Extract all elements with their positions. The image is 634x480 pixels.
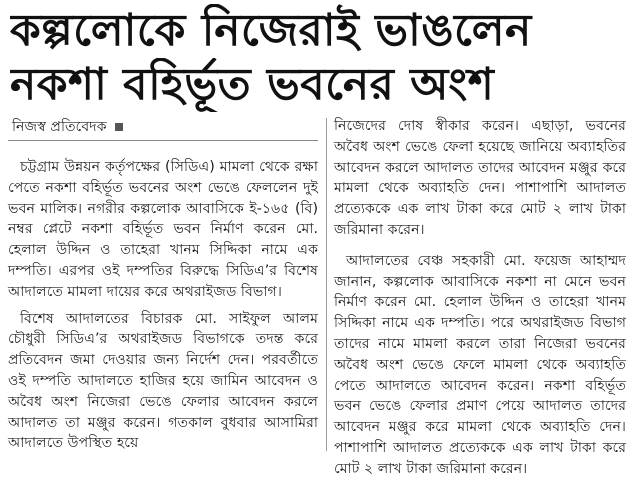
column-divider [326, 118, 327, 451]
byline-rule [8, 140, 318, 141]
paragraph: আদালতের বেঞ্চ সহকারী মো. ফয়েজ আহাম্মদ জানান, কল্পলোক আবাসিকে নকশা না মেনে ভবন নির্মাণ করেন মো. হেলাল উদ্দিন ও তাহেরা খানম সিদ্দিকা নামে এক দম্পতি। পরে অথরাইজড বিভাগ তাদের নামে মামলা করলে তারা নিজেরা ভবনের অবৈধ অংশ ভেঙে ফেলে মামলা থেকে অব্যাহতি পেতে আদালতে আবেদন করেন। নকশা বহির্ভূত ভবন ভেঙে ফেলার প্রমাণ পেয়ে আদালত তাদের আবেদন মঞ্জুর করে মামলা থেকে অব্যাহতি দেন। পাশাপাশি আদালত প্রত্যেককে এক লাখ টাকা করে মোট ২ লাখ টাকা জরিমানা করেন। [334, 252, 626, 477]
paragraph: বিশেষ আদালতের বিচারক মো. সাইফুল আলম চৌধুরী সিডিএ’র অথরাইজড বিভাগকে তদন্ত করে প্রতিবেদন জমা দেওয়ার জন্য নির্দেশ দেন। পরবর্তীতে ওই দম্পতি আদালতে হাজির হয়ে জামিন আবেদন ও অবৈধ অংশ নিজেরা ভেঙে ফেলার আবেদন করলে আদালত তা মঞ্জুর করেন। গতকাল বুধবার আসামিরা আদালতে উপস্থিত হয়ে [8, 310, 318, 452]
paragraph: নিজেদের দোষ স্বীকার করেন। এছাড়া, ভবনের অবৈধ অংশ ভেঙে ফেলা হয়েছে জানিয়ে অব্যাহতির আবেদন করলে আদালত তাদের আবেদন মঞ্জুর করে মামলা থেকে অব্যাহতি দেন। পাশাপাশি আদালত প্রত্যেককে এক লাখ টাকা করে মোট ২ লাখ টাকা জরিমানা করেন। [334, 118, 626, 238]
headline-line-2: নকশা বহির্ভূত ভবনের অংশ [10, 59, 495, 110]
paragraph: চট্টগ্রাম উন্নয়ন কর্তৃপক্ষের (সিডিএ) মামলা থেকে রক্ষা পেতে নকশা বহির্ভূত ভবনের অংশ ভেঙে ফেললেন দুই ভবন মালিক। নগরীর কল্পলোক আবাসিকে ই-১৬৫ (বি) নম্বর প্লেটে নকশা বহির্ভূত ভবন নির্মাণ করেন মো. হেলাল উদ্দিন ও তাহেরা খানম সিদ্দিকা নামে এক দম্পতি। এরপর ওই দম্পতির বিরুদ্ধে সিডিএ’র বিশেষ আদালতে মামলা দায়ের করে অথরাইজড বিভাগ। [8, 159, 318, 300]
byline: নিজস্ব প্রতিবেদক [12, 118, 107, 135]
headline [10, 4, 628, 112]
article-column-right [334, 116, 626, 477]
article-column-left [8, 116, 318, 453]
byline-square-icon [115, 123, 123, 131]
byline-row [8, 116, 318, 138]
headline-line-1: কল্পলোকে নিজেরাই ভাঙলেন [10, 5, 532, 56]
